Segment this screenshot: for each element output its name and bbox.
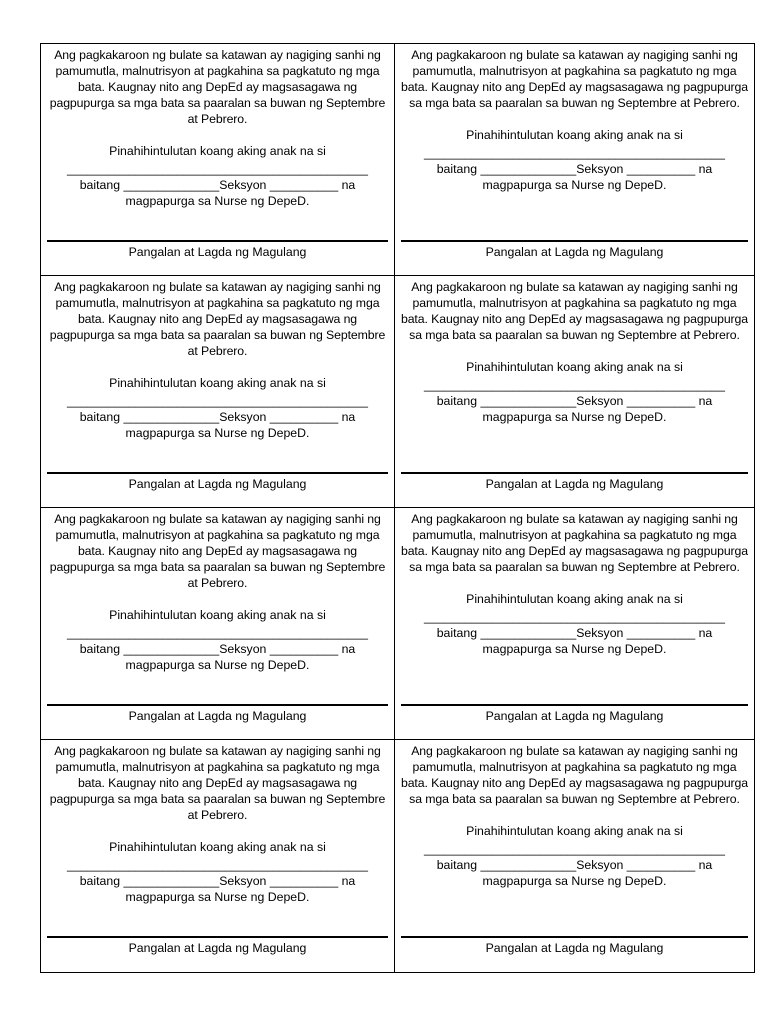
permission-statement: Pinahihintulutan koang aking anak na si bbox=[109, 608, 326, 622]
grade-section-line: baitang ______________Seksyon __________ na bbox=[79, 874, 356, 888]
slip-paragraph: Ang pagkakaroon ng bulate sa katawan ay nagiging sanhi ng pamumutla, malnutrisyon at pagkahina sa pagkatuto ng mga bata. Kaugnay nito ang DepEd ay magsasagawa ng pagpupurga sa mga bata sa paaralan sa buwan ng Septembre at Pebrero. bbox=[49, 512, 386, 590]
deworming-statement: magpapurga sa Nurse ng DepeD. bbox=[125, 426, 310, 440]
permission-slip bbox=[41, 44, 395, 276]
slip-paragraph: Ang pagkakaroon ng bulate sa katawan ay nagiging sanhi ng pamumutla, malnutrisyon at pagkahina sa pagkatuto ng mga bata. Kaugnay nito ang DepEd ay magsasagawa ng pagpupurga sa mga bata sa paaralan sa buwan ng Septembre at Pebrero. bbox=[400, 512, 749, 574]
signature-line bbox=[47, 936, 388, 938]
permission-slip bbox=[41, 740, 395, 972]
signature-line bbox=[401, 936, 748, 938]
permission-slip-sheet bbox=[40, 43, 755, 973]
signature-label: Pangalan at Lagda ng Magulang bbox=[485, 245, 664, 259]
permission-slip bbox=[395, 740, 754, 972]
permission-statement: Pinahihintulutan koang aking anak na si bbox=[466, 592, 683, 606]
child-name-blank: ____________________________________________ bbox=[67, 162, 368, 176]
signature-line bbox=[47, 240, 388, 242]
child-name-blank: ____________________________________________ bbox=[424, 378, 725, 392]
permission-statement: Pinahihintulutan koang aking anak na si bbox=[466, 824, 683, 838]
signature-label: Pangalan at Lagda ng Magulang bbox=[128, 245, 307, 259]
grade-section-line: baitang ______________Seksyon __________ na bbox=[436, 394, 713, 408]
permission-slip bbox=[395, 508, 754, 740]
deworming-statement: magpapurga sa Nurse ng DepeD. bbox=[482, 178, 667, 192]
deworming-statement: magpapurga sa Nurse ng DepeD. bbox=[482, 410, 667, 424]
deworming-statement: magpapurga sa Nurse ng DepeD. bbox=[125, 194, 310, 208]
slip-paragraph: Ang pagkakaroon ng bulate sa katawan ay nagiging sanhi ng pamumutla, malnutrisyon at pagkahina sa pagkatuto ng mga bata. Kaugnay nito ang DepEd ay magsasagawa ng pagpupurga sa mga bata sa paaralan sa buwan ng Septembre at Pebrero. bbox=[49, 48, 386, 126]
signature-line bbox=[47, 472, 388, 474]
grade-section-line: baitang ______________Seksyon __________ na bbox=[436, 858, 713, 872]
child-name-blank: ____________________________________________ bbox=[67, 626, 368, 640]
permission-statement: Pinahihintulutan koang aking anak na si bbox=[109, 376, 326, 390]
deworming-statement: magpapurga sa Nurse ng DepeD. bbox=[125, 658, 310, 672]
child-name-blank: ____________________________________________ bbox=[424, 842, 725, 856]
grade-section-line: baitang ______________Seksyon __________ na bbox=[436, 162, 713, 176]
permission-statement: Pinahihintulutan koang aking anak na si bbox=[466, 128, 683, 142]
slip-paragraph: Ang pagkakaroon ng bulate sa katawan ay nagiging sanhi ng pamumutla, malnutrisyon at pagkahina sa pagkatuto ng mga bata. Kaugnay nito ang DepEd ay magsasagawa ng pagpupurga sa mga bata sa paaralan sa buwan ng Septembre at Pebrero. bbox=[400, 744, 749, 806]
slip-paragraph: Ang pagkakaroon ng bulate sa katawan ay nagiging sanhi ng pamumutla, malnutrisyon at pagkahina sa pagkatuto ng mga bata. Kaugnay nito ang DepEd ay magsasagawa ng pagpupurga sa mga bata sa paaralan sa buwan ng Septembre at Pebrero. bbox=[49, 280, 386, 358]
permission-slip bbox=[41, 276, 395, 508]
grade-section-line: baitang ______________Seksyon __________ na bbox=[79, 178, 356, 192]
signature-label: Pangalan at Lagda ng Magulang bbox=[128, 477, 307, 491]
permission-statement: Pinahihintulutan koang aking anak na si bbox=[109, 840, 326, 854]
deworming-statement: magpapurga sa Nurse ng DepeD. bbox=[125, 890, 310, 904]
slip-paragraph: Ang pagkakaroon ng bulate sa katawan ay nagiging sanhi ng pamumutla, malnutrisyon at pagkahina sa pagkatuto ng mga bata. Kaugnay nito ang DepEd ay magsasagawa ng pagpupurga sa mga bata sa paaralan sa buwan ng Septembre at Pebrero. bbox=[400, 48, 749, 110]
signature-label: Pangalan at Lagda ng Magulang bbox=[485, 941, 664, 955]
signature-label: Pangalan at Lagda ng Magulang bbox=[485, 709, 664, 723]
signature-label: Pangalan at Lagda ng Magulang bbox=[485, 477, 664, 491]
child-name-blank: ____________________________________________ bbox=[424, 610, 725, 624]
child-name-blank: ____________________________________________ bbox=[67, 858, 368, 872]
signature-line bbox=[401, 704, 748, 706]
child-name-blank: ____________________________________________ bbox=[67, 394, 368, 408]
signature-label: Pangalan at Lagda ng Magulang bbox=[128, 709, 307, 723]
permission-statement: Pinahihintulutan koang aking anak na si bbox=[466, 360, 683, 374]
deworming-statement: magpapurga sa Nurse ng DepeD. bbox=[482, 874, 667, 888]
slip-paragraph: Ang pagkakaroon ng bulate sa katawan ay nagiging sanhi ng pamumutla, malnutrisyon at pagkahina sa pagkatuto ng mga bata. Kaugnay nito ang DepEd ay magsasagawa ng pagpupurga sa mga bata sa paaralan sa buwan ng Septembre at Pebrero. bbox=[49, 744, 386, 822]
child-name-blank: ____________________________________________ bbox=[424, 146, 725, 160]
permission-slip bbox=[41, 508, 395, 740]
grade-section-line: baitang ______________Seksyon __________ na bbox=[436, 626, 713, 640]
deworming-statement: magpapurga sa Nurse ng DepeD. bbox=[482, 642, 667, 656]
permission-statement: Pinahihintulutan koang aking anak na si bbox=[109, 144, 326, 158]
signature-line bbox=[401, 472, 748, 474]
signature-label: Pangalan at Lagda ng Magulang bbox=[128, 941, 307, 955]
permission-slip bbox=[395, 44, 754, 276]
slip-paragraph: Ang pagkakaroon ng bulate sa katawan ay nagiging sanhi ng pamumutla, malnutrisyon at pagkahina sa pagkatuto ng mga bata. Kaugnay nito ang DepEd ay magsasagawa ng pagpupurga sa mga bata sa paaralan sa buwan ng Septembre at Pebrero. bbox=[400, 280, 749, 342]
permission-slip bbox=[395, 276, 754, 508]
grade-section-line: baitang ______________Seksyon __________ na bbox=[79, 642, 356, 656]
grade-section-line: baitang ______________Seksyon __________ na bbox=[79, 410, 356, 424]
signature-line bbox=[401, 240, 748, 242]
signature-line bbox=[47, 704, 388, 706]
